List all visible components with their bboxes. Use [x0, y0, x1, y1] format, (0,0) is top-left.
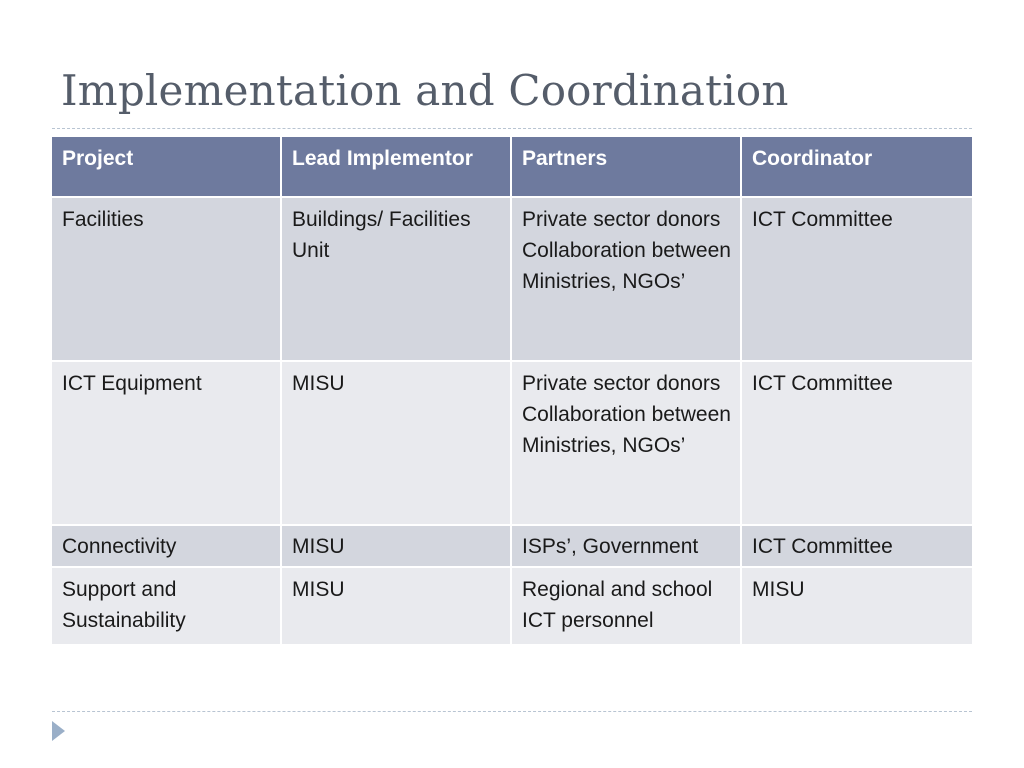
- cell-partners: [512, 198, 742, 362]
- cell-partners: [512, 568, 742, 646]
- implementation-table: [52, 137, 972, 646]
- partner-line: ISPs’, Government: [522, 535, 699, 558]
- table-row: [52, 526, 972, 568]
- partner-line: Private sector donors: [522, 208, 721, 231]
- table-header-row: [52, 137, 972, 198]
- cell-lead: MISU: [282, 526, 512, 568]
- header-project: Project: [52, 137, 282, 198]
- partner-line: Regional and school ICT personnel: [522, 578, 713, 632]
- partner-line: Private sector donors: [522, 372, 721, 395]
- cell-partners: [512, 526, 742, 568]
- cell-coordinator: ICT Committee: [742, 362, 972, 526]
- cell-project: Support and Sustainability: [52, 568, 282, 646]
- cell-project: Facilities: [52, 198, 282, 362]
- partner-line: Collaboration between Ministries, NGOs’: [522, 239, 731, 293]
- table-row: [52, 198, 972, 362]
- table-row: [52, 362, 972, 526]
- title-divider: [52, 128, 972, 129]
- cell-project: Connectivity: [52, 526, 282, 568]
- header-lead-implementor: Lead Implementor: [282, 137, 512, 198]
- cell-lead: Buildings/ Facilities Unit: [282, 198, 512, 362]
- cell-coordinator: ICT Committee: [742, 198, 972, 362]
- footer-divider: [52, 711, 972, 712]
- header-partners: Partners: [512, 137, 742, 198]
- cell-lead: MISU: [282, 362, 512, 526]
- partner-line: Collaboration between Ministries, NGOs’: [522, 403, 731, 457]
- triangle-bullet-icon: [52, 721, 65, 741]
- cell-project: ICT Equipment: [52, 362, 282, 526]
- slide-title: Implementation and Coordination: [61, 66, 789, 115]
- header-coordinator: Coordinator: [742, 137, 972, 198]
- cell-coordinator: MISU: [742, 568, 972, 646]
- cell-lead: MISU: [282, 568, 512, 646]
- cell-partners: [512, 362, 742, 526]
- table-row: [52, 568, 972, 646]
- cell-coordinator: ICT Committee: [742, 526, 972, 568]
